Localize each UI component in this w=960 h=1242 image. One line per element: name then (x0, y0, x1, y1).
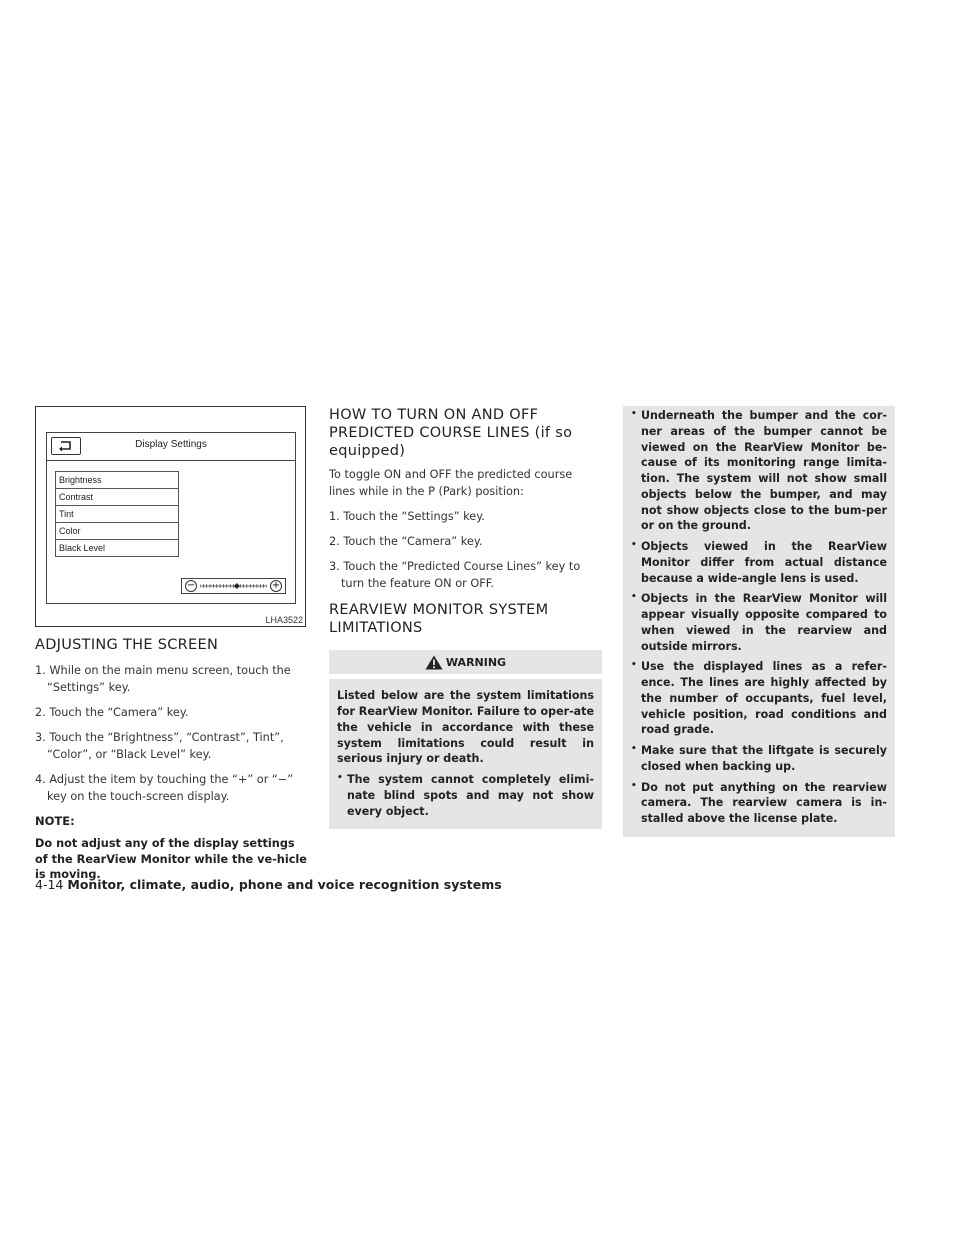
step-1: 1. While on the main menu screen, touch the “Settings” key. (35, 664, 291, 695)
limitation-bullet-5: • Make sure that the liftgate is securely closed when backing up. (631, 743, 887, 775)
slider-marker-icon (234, 583, 240, 589)
minus-button: − (186, 580, 196, 591)
page-footer (35, 877, 502, 892)
screen-title: Display Settings (135, 439, 207, 450)
step-3: 3. Touch the “Brightness”, “Contrast”, Tint”, “Color”, or “Black Level” key. (35, 730, 284, 761)
page-number: 4-14 (35, 877, 64, 892)
column-2 (329, 406, 602, 829)
screen-header (47, 433, 295, 461)
warning-body (329, 679, 602, 829)
adjust-slider (181, 578, 286, 594)
adjust-steps (35, 663, 308, 806)
warning-icon (425, 655, 443, 670)
warning-label: WARNING (445, 655, 507, 669)
course-lines-intro: To toggle ON and OFF the predicted course lines while in the P (Park) position: (329, 468, 573, 499)
footer-title: Monitor, climate, audio, phone and voice recognition systems (67, 877, 502, 892)
limitation-bullet-4: • Use the displayed lines as a refer-ence. The lines are highly affected by the number of occupants, fuel level, vehicle position, road conditions and road grade. (631, 659, 887, 738)
step-4: 4. Adjust the item by touching the “+” or “−” key on the touch-screen display. (35, 772, 294, 803)
note-text: Do not adjust any of the display settings of the RearView Monitor while the ve-hicle is moving. (35, 836, 307, 882)
limitation-bullet-2: • Objects viewed in the RearView Monitor differ from actual distance because a wide-angle lens is used. (631, 539, 887, 586)
limitation-bullets (631, 408, 887, 827)
plus-button: + (271, 580, 281, 591)
menu-item-tint: Tint (55, 505, 179, 522)
course-step-3: 3. Touch the “Predicted Course Lines” key to turn the feature ON or OFF. (329, 560, 581, 591)
slider-track (200, 583, 267, 589)
step-2: 2. Touch the “Camera” key. (35, 706, 189, 719)
settings-menu (55, 471, 179, 557)
display-settings-figure (35, 406, 306, 627)
course-step-1: 1. Touch the “Settings” key. (329, 510, 485, 524)
adjusting-screen-heading: ADJUSTING THE SCREEN (35, 637, 219, 653)
course-step-2: 2. Touch the “Camera” key. (329, 535, 483, 549)
warning-intro: Listed below are the system limitations for RearView Monitor. Failure to oper-ate the vehicle in accordance with these system limitations could result in serious injury or death. (337, 689, 594, 766)
warning-continued (623, 406, 895, 837)
figure-label: LHA3522 (265, 615, 303, 625)
menu-item-black-level: Black Level (55, 539, 179, 557)
menu-item-color: Color (55, 522, 179, 539)
menu-item-contrast: Contrast (55, 488, 179, 505)
limitation-bullet-1: • Underneath the bumper and the cor-ner areas of the bumper cannot be viewed on the RearView Monitor be-cause of its monitoring range limita-tion. The system will not show small objects below the bumper, and may not show objects close to the bum-per or on the ground. (631, 408, 887, 534)
warning-header (329, 650, 602, 674)
limitation-bullet-6: • Do not put anything on the rearview camera. The rearview camera is in-stalled above the license plate. (631, 780, 887, 827)
column-1 (35, 636, 308, 883)
menu-item-brightness: Brightness (55, 471, 179, 488)
warning-bullet: • The system cannot completely elimi-nate blind spots and may not show every object. (337, 772, 594, 819)
course-lines-heading: HOW TO TURN ON AND OFF PREDICTED COURSE LINES (if so equipped) (329, 407, 573, 460)
note-heading: NOTE: (35, 813, 75, 828)
screen-mockup (46, 432, 296, 604)
limitation-bullet-3: • Objects in the RearView Monitor will appear visually opposite compared to when viewed in the rearview and outside mirrors. (631, 591, 887, 654)
limitations-heading: REARVIEW MONITOR SYSTEM LIMITATIONS (329, 602, 549, 637)
warning-bullets (337, 772, 594, 819)
column-3 (623, 406, 895, 837)
course-lines-steps (329, 509, 602, 593)
